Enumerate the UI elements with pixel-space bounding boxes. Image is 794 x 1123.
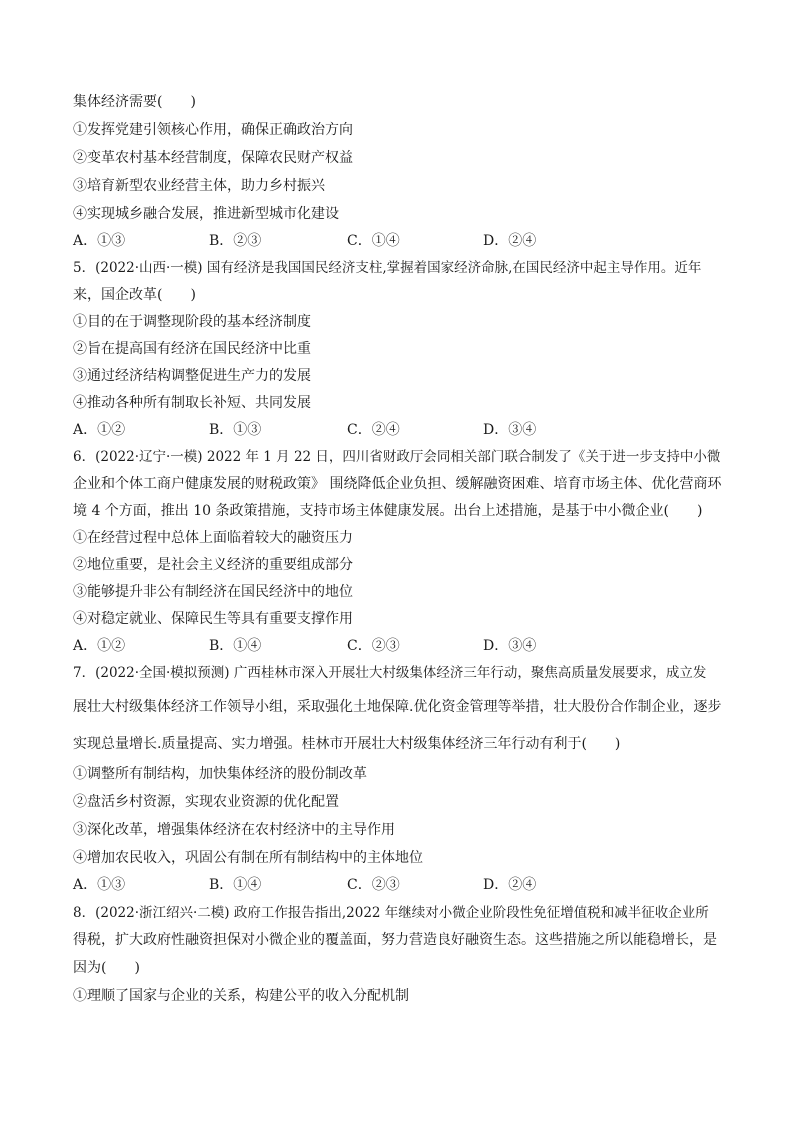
q7-answer-choices [73, 875, 723, 895]
q5-option-3: ③通过经济结构调整促进生产力的发展 [73, 368, 311, 384]
q7-stem-line-3: 实现总量增长.质量提高、实力增强。桂林市开展壮大村级集体经济三年行动有利于( ) [73, 736, 621, 752]
q5-option-1: ①目的在于调整现阶段的基本经济制度 [73, 314, 311, 330]
q6-stem-line-3: 境 4 个方面，推出 10 条政策措施，支持市场主体健康发展。出台上述措施，是基于中小微企业( ) [73, 503, 703, 519]
q8-stem-line-2: 得税，扩大政府性融资担保对小微企业的覆盖面，努力营造良好融资生态。这些措施之所以能稳增长，是 [73, 932, 717, 948]
q7-stem-line-2: 展壮大村级集体经济工作领导小组，采取强化土地保障.优化资金管理等举措，壮大股份合作制企业，逐步 [73, 699, 722, 715]
q6-answer-choices [73, 636, 723, 656]
q7-option-2: ②盘活乡村资源，实现农业资源的优化配置 [73, 794, 339, 810]
q4-answer-choices [73, 231, 723, 251]
q4-answer-d: D．②④ [483, 233, 537, 249]
q4-option-4: ④实现城乡融合发展，推进新型城市化建设 [73, 206, 339, 222]
q5-answer-b: B．①③ [209, 422, 262, 438]
q6-option-1: ①在经营过程中总体上面临着较大的融资压力 [73, 530, 353, 546]
q5-stem-line-2: 来，国企改革( ) [73, 287, 196, 303]
q6-answer-d: D．③④ [483, 638, 537, 654]
q5-answer-choices [73, 420, 723, 440]
q7-answer-c: C．②③ [347, 877, 400, 893]
q4-answer-b: B．②③ [209, 233, 262, 249]
q5-answer-a: A．①② [73, 422, 126, 438]
q6-option-2: ②地位重要，是社会主义经济的重要组成部分 [73, 557, 353, 573]
q5-answer-c: C．②④ [347, 422, 400, 438]
q7-option-1: ①调整所有制结构，加快集体经济的股份制改革 [73, 766, 367, 782]
q4-option-1: ①发挥党建引领核心作用，确保正确政治方向 [73, 122, 353, 138]
q8-option-1: ①理顺了国家与企业的关系，构建公平的收入分配机制 [73, 988, 409, 1004]
q6-answer-c: C．②③ [347, 638, 400, 654]
q8-stem-line-1: 8．(2022·浙江绍兴·二模) 政府工作报告指出,2022 年继续对小微企业阶段性免征增值税和减半征收企业所 [73, 905, 709, 921]
q4-option-2: ②变革农村基本经营制度，保障农民财产权益 [73, 150, 353, 166]
q5-option-2: ②旨在提高国有经济在国民经济中比重 [73, 341, 311, 357]
q7-option-3: ③深化改革，增强集体经济在农村经济中的主导作用 [73, 822, 395, 838]
q4-answer-a: A．①③ [73, 233, 126, 249]
q6-stem-line-1: 6．(2022·辽宁·一模) 2022 年 1 月 22 日，四川省财政厅会同相关部门联合制发了《关于进一步支持中小微 [73, 449, 721, 465]
q5-option-4: ④推动各种所有制取长补短、共同发展 [73, 395, 311, 411]
q6-answer-b: B．①④ [209, 638, 262, 654]
q4-answer-c: C．①④ [347, 233, 400, 249]
q7-answer-a: A．①③ [73, 877, 126, 893]
q6-answer-a: A．①② [73, 638, 126, 654]
q7-stem-line-1: 7．(2022·全国·模拟预测) 广西桂林市深入开展壮大村级集体经济三年行动，聚焦高质量发展要求，成立发 [73, 665, 707, 681]
q4-stem-tail: 集体经济需要( ) [73, 94, 196, 110]
q4-option-3: ③培育新型农业经营主体，助力乡村振兴 [73, 178, 325, 194]
q8-stem-line-3: 因为( ) [73, 960, 140, 976]
q6-option-3: ③能够提升非公有制经济在国民经济中的地位 [73, 584, 353, 600]
q7-answer-d: D．②④ [483, 877, 537, 893]
q6-option-4: ④对稳定就业、保障民生等具有重要支撑作用 [73, 611, 353, 627]
q6-stem-line-2: 企业和个体工商户健康发展的财税政策》 围绕降低企业负担、缓解融资困难、培育市场主体、优化营商环 [73, 476, 722, 492]
q7-answer-b: B．①④ [209, 877, 262, 893]
q7-option-4: ④增加农民收入，巩固公有制在所有制结构中的主体地位 [73, 850, 423, 866]
q5-stem-line-1: 5．(2022·山西·一模) 国有经济是我国国民经济支柱,掌握着国家经济命脉,在国民经济中起主导作用。近年 [73, 260, 702, 276]
q5-answer-d: D．③④ [483, 422, 537, 438]
